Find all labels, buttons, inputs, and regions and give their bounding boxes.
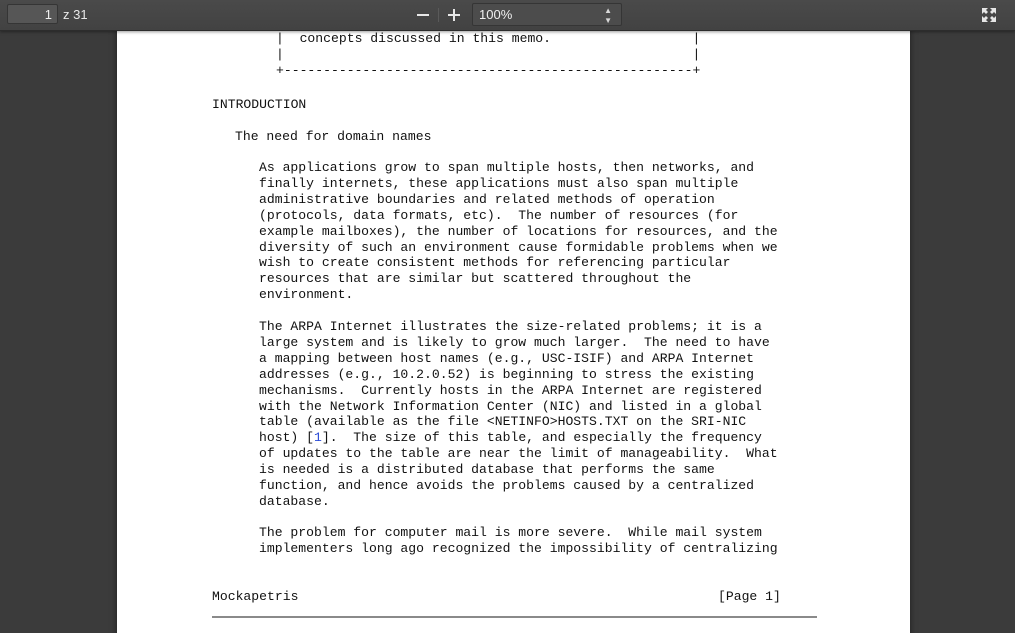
zoom-in-button[interactable] <box>442 3 466 27</box>
toolbar-separator <box>438 8 439 22</box>
paragraph-3: The problem for computer mail is more severe. While mail system implementers long ago recognized the impossibility of centralizing <box>259 525 778 556</box>
zoom-level-value: 100% <box>479 7 513 22</box>
pdf-toolbar <box>0 0 1015 31</box>
up-down-arrows-icon: ▲ ▼ <box>604 6 612 25</box>
zoom-level-select[interactable] <box>472 3 622 26</box>
footer-author: Mockapetris <box>212 589 299 604</box>
paragraph-1: As applications grow to span multiple hosts, then networks, and finally internets, these applications must also span multiple administrative boundaries and related methods of operation (protocols, data formats, etc). The number of resources (for example mailboxes), the number of locations for resources, and the diversity of such an environment cause formidable problems when we wish to create consistent methods for referencing particular resources that are similar but scattered throughout the environment. <box>259 160 778 303</box>
reference-link-1[interactable]: 1 <box>314 430 322 446</box>
fullscreen-button[interactable] <box>980 6 998 24</box>
subsection-heading: The need for domain names <box>235 129 432 144</box>
paragraph-2: The ARPA Internet illustrates the size-related problems; it is a large system and is likely to grow much larger. The need to have a mapping between host names (e.g., USC-ISIF) and ARPA Internet addresses (e.g., 10.2.0.52) is beginning to stress the existing mechanisms. Currently hosts in the ARPA Internet are registered with the Network Information Center (NIC) and listed in a global table (available as the file <NETINFO>HOSTS.TXT on the SRI-NIC host) [1]. The size of this table, and especially the frequency of updates to the table are near the limit of manageability. What is needed is a distributed database that performs the same function, and hence avoids the problems caused by a centralized database. <box>259 319 778 509</box>
page-break-rule <box>212 616 817 618</box>
minus-icon <box>411 3 435 27</box>
footer-page-number: [Page 1] <box>718 589 781 604</box>
zoom-out-button[interactable] <box>411 3 435 27</box>
document-viewer[interactable] <box>0 31 1015 633</box>
pdf-page <box>117 31 910 633</box>
section-heading-introduction: INTRODUCTION <box>212 97 307 112</box>
fullscreen-expand-icon <box>980 6 998 24</box>
page-count-label: z 31 <box>63 7 88 22</box>
abstract-box: | concepts discussed in this memo. | | | +----------------------------------------------------+ <box>276 31 701 78</box>
plus-icon <box>442 3 466 27</box>
page-number-input[interactable]: 1 <box>7 4 58 24</box>
